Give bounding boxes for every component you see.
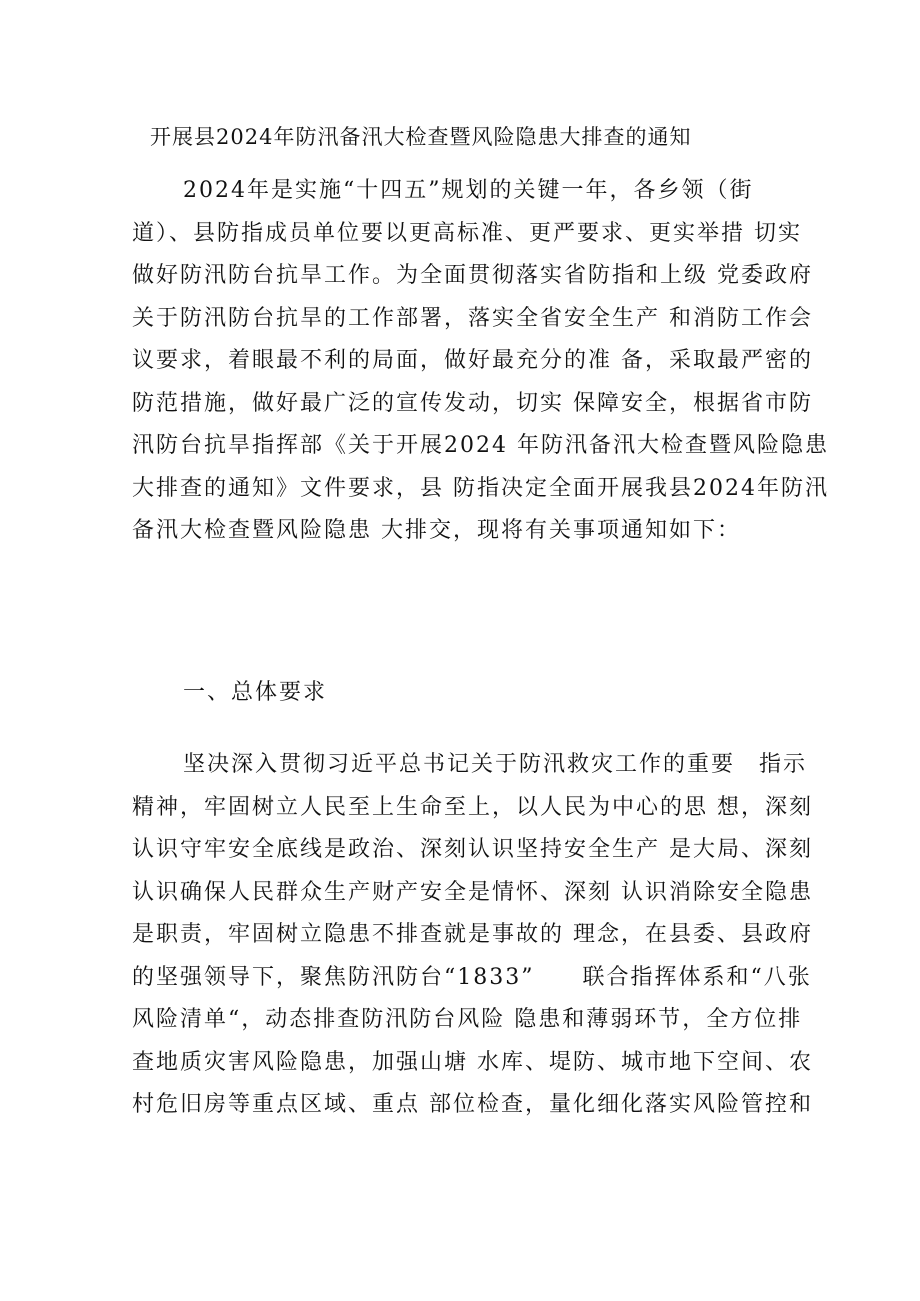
paragraph-line: 2024年是实施“十四五”规划的关键一年，各乡领（街: [183, 178, 754, 203]
paragraph-line: 议要求，着眼最不利的局面，做好最充分的准 备，采取最严密的: [132, 348, 813, 373]
paragraph-line: 是职责，牢固树立隐患不排查就是事故的 理念，在县委、县政府: [132, 922, 813, 947]
paragraph-line: 精神，牢固树立人民至上生命至上，以人民为中心的思 想，深刻: [132, 795, 813, 820]
paragraph-line: 查地质灾害风险隐患，加强山塘 水库、堤防、城市地下空间、农: [132, 1050, 813, 1075]
paragraph-line: 防范措施，做好最广泛的宣传发动，切实 保障安全，根据省市防: [132, 391, 813, 416]
paragraph-line: 备汛大检查暨风险隐患 大排交，现将有关事项通知如下：: [132, 518, 741, 543]
paragraph-line: 汛防台抗旱指挥部《关于开展2024 年防汛备汛大检查暨风险隐患: [132, 433, 829, 458]
paragraph-line: 道）、县防指成员单位要以更高标准、更严要求、更实举措 切实: [132, 221, 802, 246]
paragraph-line: 做好防汛防台抗旱工作。为全面贯彻落实省防指和上级 党委政府: [132, 263, 813, 288]
paragraph-line: 村危旧房等重点区域、重点 部位检查，量化细化落实风险管控和: [132, 1092, 813, 1117]
paragraph-line: 关于防汛防台抗旱的工作部署，落实全省安全生产 和消防工作会: [132, 306, 813, 331]
paragraph-line: 大排查的通知》文件要求，县 防指决定全面开展我县2024年防汛: [132, 476, 829, 501]
paragraph-line: 的坚强领导下，聚焦防汛防台“1833” 联合指挥体系和“八张: [132, 965, 812, 990]
paragraph-line: 认识守牢安全底线是政治、深刻认识坚持安全生产 是大局、深刻: [132, 837, 813, 862]
paragraph-line: 坚决深入贯彻习近平总书记关于防汛救灾工作的重要 指示: [183, 752, 808, 777]
document-title: 开展县2024年防汛备汛大检查暨风险隐患大排查的通知: [150, 125, 692, 149]
section-heading: 一、总体要求: [183, 680, 328, 705]
paragraph-line: 认识确保人民群众生产财产安全是情怀、深刻 认识消除安全隐患: [132, 880, 813, 905]
paragraph-line: 风险清单“，动态排查防汛防台风险 隐患和薄弱环节，全方位排: [132, 1007, 803, 1032]
